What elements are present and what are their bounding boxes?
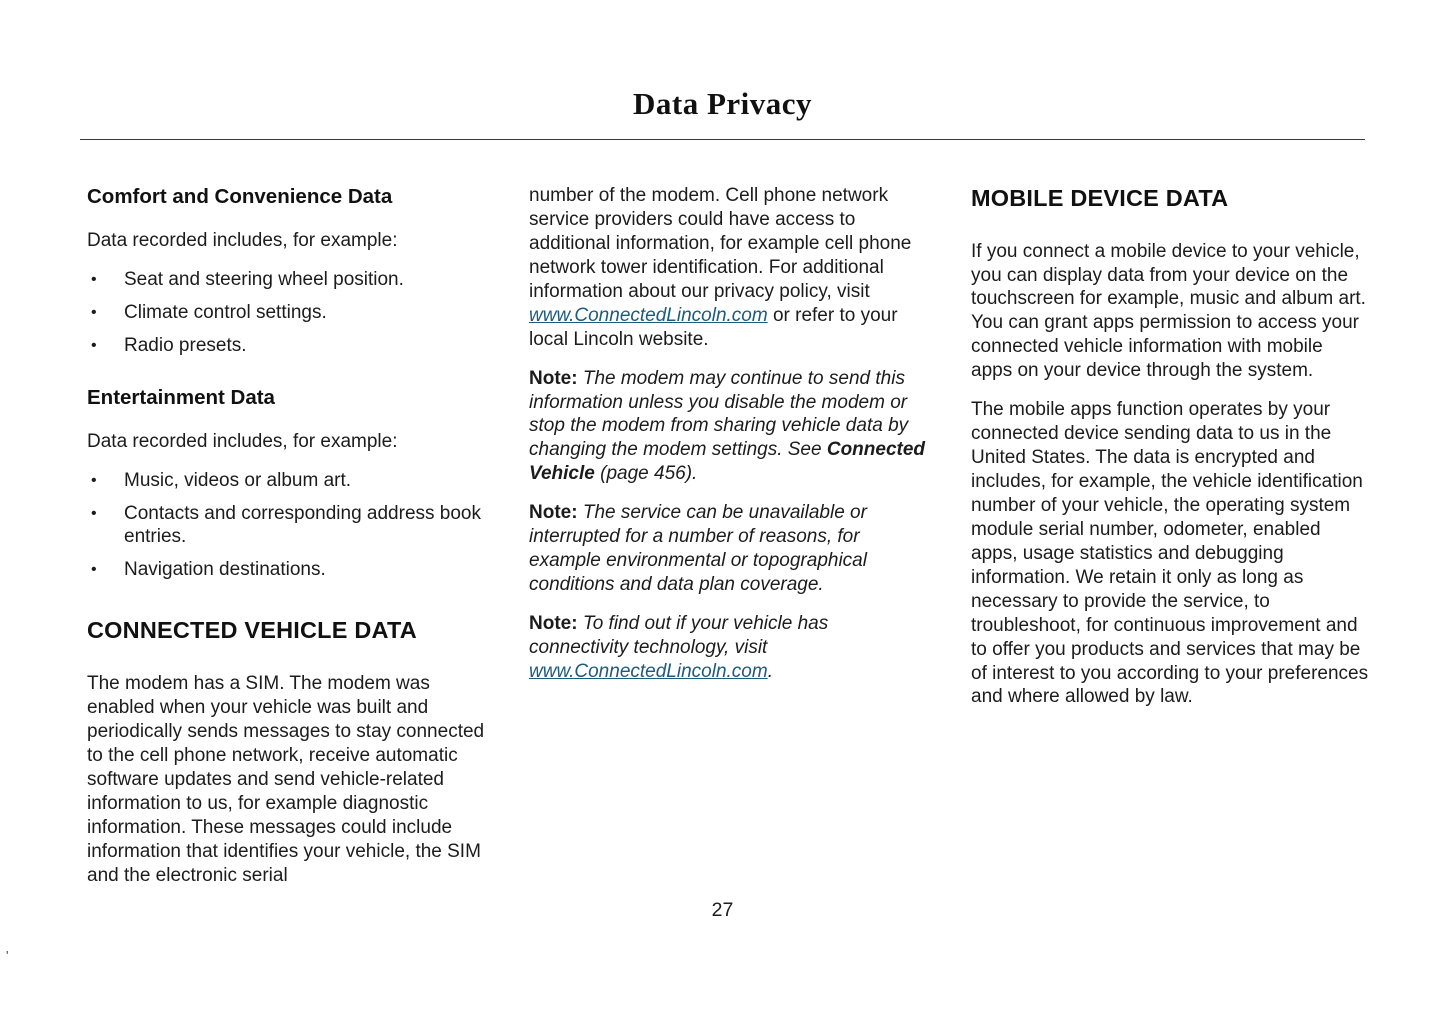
bullet-icon: • bbox=[91, 336, 97, 354]
note-label: Note: bbox=[529, 367, 578, 389]
page-title: Data Privacy bbox=[632, 86, 813, 121]
connected-vehicle-paragraph-continued bbox=[529, 184, 927, 352]
paragraph-text: number of the modem. Cell phone network service providers could have access to additional information, for example cell phone network tower identification. For additional information about our privacy policy, visit bbox=[529, 185, 912, 302]
bullet-icon: • bbox=[91, 270, 97, 288]
list-item bbox=[87, 334, 485, 358]
entertainment-intro-text: Data recorded includes, for example: bbox=[87, 430, 398, 452]
list-item-text: Radio presets. bbox=[124, 334, 247, 356]
comfort-intro-text: Data recorded includes, for example: bbox=[87, 229, 398, 251]
list-item bbox=[87, 502, 485, 550]
cross-reference-connected-vehicle: Connected Vehicle bbox=[529, 439, 926, 485]
list-item bbox=[87, 301, 485, 325]
bullet-icon: • bbox=[91, 504, 97, 522]
list-item bbox=[87, 469, 485, 493]
note-text: The modem may continue to send this information unless you disable the modem or stop the modem from sharing vehicle data by changing the modem settings. See bbox=[529, 367, 909, 461]
note-text: The service can be unavailable or interrupted for a number of reasons, for example environmental or topographical conditions and data plan coverage. bbox=[529, 502, 867, 596]
entertainment-bullet-list bbox=[87, 469, 485, 583]
connected-lincoln-link[interactable]: www.ConnectedLincoln.com bbox=[529, 660, 768, 682]
paragraph-text: or refer to your local Lincoln website. bbox=[529, 304, 898, 350]
bullet-icon: • bbox=[91, 561, 97, 579]
list-item-text: Contacts and corresponding address book entries. bbox=[124, 502, 482, 548]
column-right bbox=[971, 184, 1369, 902]
page-number: 27 bbox=[711, 899, 734, 921]
note-label: Note: bbox=[529, 502, 578, 524]
heading-connected-vehicle-data: CONNECTED VEHICLE DATA bbox=[87, 617, 417, 644]
list-item-text: Seat and steering wheel position. bbox=[124, 268, 404, 290]
list-item-text: Climate control settings. bbox=[124, 301, 327, 323]
bullet-icon: • bbox=[91, 471, 97, 489]
page-content bbox=[0, 140, 1445, 902]
note-modem bbox=[529, 367, 927, 487]
heading-mobile-device-data: MOBILE DEVICE DATA bbox=[971, 185, 1229, 211]
note-text: (page 456). bbox=[594, 463, 698, 485]
heading-comfort-convenience-data: Comfort and Convenience Data bbox=[87, 185, 393, 208]
mobile-device-paragraph-1: If you connect a mobile device to your vehicle, you can display data from your device on the touchscreen for example, music and album art. You can grant apps permission to access your connected vehicle information with mobile apps on your device through the system. bbox=[971, 240, 1366, 382]
column-left bbox=[87, 184, 485, 902]
list-item-text: Music, videos or album art. bbox=[124, 469, 352, 491]
connected-vehicle-paragraph: The modem has a SIM. The modem was enabled when your vehicle was built and periodically sends messages to stay connected to the cell phone network, receive automatic software updates and send vehicle-related information to us, for example diagnostic information. These messages could include information that identifies your vehicle, the SIM and the electronic serial bbox=[87, 673, 485, 886]
bullet-icon: • bbox=[91, 303, 97, 321]
list-item bbox=[87, 268, 485, 292]
comfort-bullet-list bbox=[87, 268, 485, 358]
connected-lincoln-link[interactable]: www.ConnectedLincoln.com bbox=[529, 304, 768, 326]
note-text: To find out if your vehicle has connectivity technology, visit bbox=[529, 613, 829, 658]
list-item bbox=[87, 558, 485, 582]
note-text: . bbox=[767, 660, 773, 682]
mobile-device-paragraph-2: The mobile apps function operates by your connected device sending data to us in the United States. The data is encrypted and includes, for example, the vehicle identification number of your vehicle, the operating system module serial number, odometer, enabled apps, usage statistics and debugging information. We retain it only as long as necessary to provide the service, to troubleshoot, for continuous improvement and to offer you products and services that may be of interest to you according to your preferences and where allowed by law. bbox=[971, 399, 1369, 708]
note-label: Note: bbox=[529, 613, 578, 634]
note-service-availability bbox=[529, 501, 927, 597]
scan-artifact-mark: ' bbox=[6, 948, 9, 963]
note-connectivity bbox=[529, 612, 927, 684]
list-item-text: Navigation destinations. bbox=[124, 559, 326, 581]
column-middle bbox=[529, 184, 927, 902]
heading-entertainment-data: Entertainment Data bbox=[87, 385, 275, 409]
